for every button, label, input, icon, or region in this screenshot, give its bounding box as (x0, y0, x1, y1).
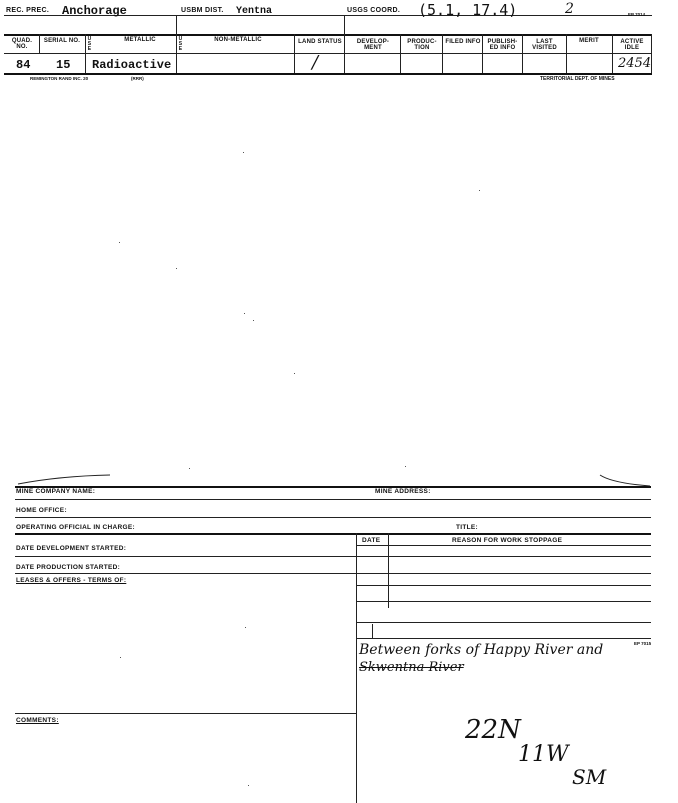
header-last-visited: LAST VISITED (532, 39, 557, 51)
rec-prec-value: Anchorage (62, 4, 127, 18)
line-comments (15, 713, 356, 714)
label-reason-col: REASON FOR WORK STOPPAGE (452, 537, 563, 544)
header-published-info: PUBLISH- ED INFO (487, 39, 518, 51)
label-mine-address: MINE ADDRESS: (375, 488, 431, 495)
line (356, 622, 651, 623)
divider (294, 34, 295, 73)
usbm-dist-label: USBM DIST. (181, 7, 224, 14)
row-quad-no: 84 (16, 58, 31, 72)
speck (245, 627, 246, 628)
divider (176, 15, 177, 73)
label-leases-offers: LEASES & OFFERS - TERMS OF: (16, 577, 127, 584)
line-operating (15, 517, 651, 518)
corner-mark: 2 (565, 1, 574, 17)
speck (119, 242, 120, 243)
header-active-idle: ACTIVE IDLE (620, 39, 644, 51)
divider (566, 34, 567, 73)
speck (294, 373, 295, 374)
printer-code: (RRR) (131, 76, 144, 81)
row-serial-no: 15 (56, 58, 71, 72)
handwritten-location-line1: Between forks of Happy River and (359, 642, 604, 658)
divider (612, 34, 613, 73)
divider (651, 34, 652, 73)
header-land-status: LAND STATUS (298, 39, 342, 45)
label-date-col: DATE (362, 537, 381, 544)
usbm-dist-value: Yentna (236, 6, 273, 17)
speck (244, 313, 245, 314)
header-merit: MERIT (579, 38, 599, 44)
header-production: PRODUC- TION (407, 39, 437, 51)
speck (243, 152, 244, 153)
header-quad-no: QUAD. NO. (11, 38, 33, 50)
divider (85, 34, 86, 73)
lower-form-number: EP 7015 (634, 641, 652, 646)
header-use-b: U S E (178, 36, 183, 52)
row-metallic: Radioactive (92, 58, 172, 72)
speck (405, 466, 406, 467)
divider (442, 34, 443, 73)
label-mine-company-name: MINE COMPANY NAME: (16, 488, 96, 495)
line (356, 545, 651, 546)
header-non-metallic: NON-METALLIC (214, 37, 262, 43)
rec-prec-label: REC. PREC. (6, 7, 50, 14)
line-company (15, 486, 651, 488)
header-serial-no: SERIAL NO. (43, 38, 81, 44)
speck (253, 320, 254, 321)
speck (189, 468, 190, 469)
usgs-coord-label: USGS COORD. (347, 7, 401, 14)
speck (248, 785, 249, 786)
divider (356, 533, 357, 803)
handwritten-location-line2: Skwentna River (359, 660, 464, 675)
line (356, 638, 651, 639)
header-separator-line (4, 53, 652, 54)
speck (120, 657, 121, 658)
handwritten-range: 11W (518, 742, 569, 767)
header-metallic: METALLIC (124, 37, 156, 43)
label-operating-official: OPERATING OFFICIAL IN CHARGE: (16, 524, 135, 531)
usgs-coord-value: (5.1, 17.4) (418, 1, 518, 19)
label-date-production: DATE PRODUCTION STARTED: (16, 564, 121, 571)
dept-text: TERRITORIAL DEPT. OF MINES (540, 76, 615, 82)
handwritten-meridian: SM (572, 765, 607, 789)
divider (39, 34, 40, 53)
divider (522, 34, 523, 73)
card-top-edge (0, 470, 678, 494)
printer-text: REMINGTON RAND INC. 20 (30, 76, 89, 81)
label-comments: COMMENTS: (16, 717, 59, 724)
form-number: EP 7014 (628, 12, 646, 17)
speck (479, 190, 480, 191)
line-home (15, 499, 651, 500)
line (356, 601, 651, 602)
row-active-idle: 2454 (618, 56, 652, 71)
line-date-dev (15, 533, 651, 535)
handwritten-township: 22N (465, 715, 521, 745)
row-land-status: / (312, 52, 319, 73)
divider (482, 34, 483, 73)
header-use-a: U S E (87, 36, 92, 52)
label-date-development: DATE DEVELOPMENT STARTED: (16, 545, 127, 552)
label-title: TITLE: (456, 524, 479, 531)
line (356, 585, 651, 586)
line-leases (15, 573, 651, 574)
line-date-prod (15, 556, 651, 557)
header-development: DEVELOP- MENT (356, 39, 390, 51)
header-filed-info: FILED INFO (445, 39, 481, 45)
divider (344, 15, 345, 73)
speck (176, 268, 177, 269)
row-bottom-line (4, 73, 652, 75)
divider (372, 624, 373, 638)
divider (400, 34, 401, 73)
label-home-office: HOME OFFICE: (16, 507, 67, 514)
header-bottom-line (4, 34, 652, 36)
